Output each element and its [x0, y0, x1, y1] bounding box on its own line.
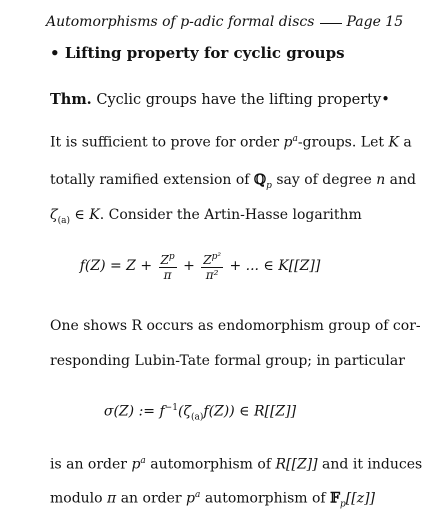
header-page-number: Page 15	[346, 14, 404, 30]
body-line-5	[50, 353, 405, 369]
eq-subscript: (a)	[191, 412, 204, 423]
math-subscript: (a)	[57, 215, 70, 226]
math-in-K: ∈ K	[69, 207, 100, 223]
body-text: One shows R occurs as endomorphism group of cor-	[50, 318, 421, 334]
body-line-2	[50, 172, 416, 191]
body-text: is an order	[50, 456, 132, 473]
body-line-3	[50, 207, 362, 226]
body-line-4	[50, 318, 421, 334]
math-RZ: R[[Z]]	[275, 456, 318, 473]
math-n: n	[376, 172, 386, 188]
section-heading	[50, 44, 345, 62]
page-header	[46, 14, 404, 30]
math-p: p	[283, 134, 293, 151]
eq-lhs: f(Z) = Z +	[79, 258, 157, 274]
body-line-6	[50, 456, 422, 473]
header-rule	[320, 23, 342, 24]
math-Qp: ℚ	[253, 172, 267, 188]
eq-mid: (ζ	[177, 403, 191, 420]
body-text: . Consider the Artin-Hasse logarithm	[99, 207, 362, 223]
math-Fp: 𝔽	[330, 490, 341, 507]
eq-fraction-2	[201, 250, 223, 282]
math-pi: π	[107, 490, 117, 507]
theorem-statement	[50, 91, 390, 108]
math-exponent: a	[140, 456, 146, 466]
body-text: It is sufficient to prove for order	[50, 134, 284, 151]
body-text: totally ramified extension of	[50, 172, 254, 188]
theorem-label: Thm.	[50, 91, 92, 108]
eq-lhs: σ(Z) := f	[103, 403, 165, 420]
frac-numerator: Z	[203, 253, 212, 267]
math-K: K	[388, 134, 399, 151]
equation-artin-hasse	[0, 250, 400, 282]
eq-plus: +	[183, 258, 200, 274]
theorem-end-mark: •	[381, 92, 390, 108]
eq-rhs: + ... ∈ K[[Z]]	[229, 258, 321, 274]
eq-rhs: f(Z)) ∈ R[[Z]]	[203, 403, 297, 420]
math-p: p	[186, 490, 195, 507]
math-exponent: a	[195, 490, 201, 500]
math-exponent: a	[292, 134, 298, 144]
math-zeta: ζ	[50, 207, 58, 223]
body-line-1	[50, 134, 412, 151]
body-text: automorphism of	[145, 456, 276, 473]
frac-exponent: p²	[211, 252, 221, 262]
math-Fz: [[z]]	[345, 490, 376, 507]
frac-denominator: π²	[205, 268, 219, 282]
body-text: -groups. Let	[297, 134, 389, 151]
bullet-icon: •	[50, 44, 60, 62]
math-subscript: p	[266, 180, 272, 191]
body-text: responding Lubin-Tate formal group; in particular	[50, 353, 405, 369]
body-text: an order	[116, 490, 187, 507]
body-text: modulo	[50, 490, 108, 507]
body-line-7	[50, 490, 375, 509]
body-text: say of degree	[271, 172, 377, 188]
section-title: Lifting property for cyclic groups	[64, 44, 345, 62]
body-text: and	[385, 172, 417, 188]
math-p: p	[131, 456, 141, 473]
body-text: automorphism of	[200, 490, 331, 507]
eq-exponent: −1	[164, 403, 178, 413]
header-title: Automorphisms of p-adic formal discs	[46, 14, 315, 30]
body-text: a	[398, 134, 412, 151]
frac-denominator: π	[163, 268, 172, 282]
frac-numerator: Z	[160, 253, 169, 267]
frac-exponent: p	[168, 252, 175, 262]
equation-sigma	[0, 403, 400, 422]
theorem-text: Cyclic groups have the lifting property	[96, 92, 382, 108]
math-subscript: p	[340, 499, 346, 510]
eq-fraction-1	[159, 250, 177, 282]
body-text: and it induces	[317, 456, 422, 473]
